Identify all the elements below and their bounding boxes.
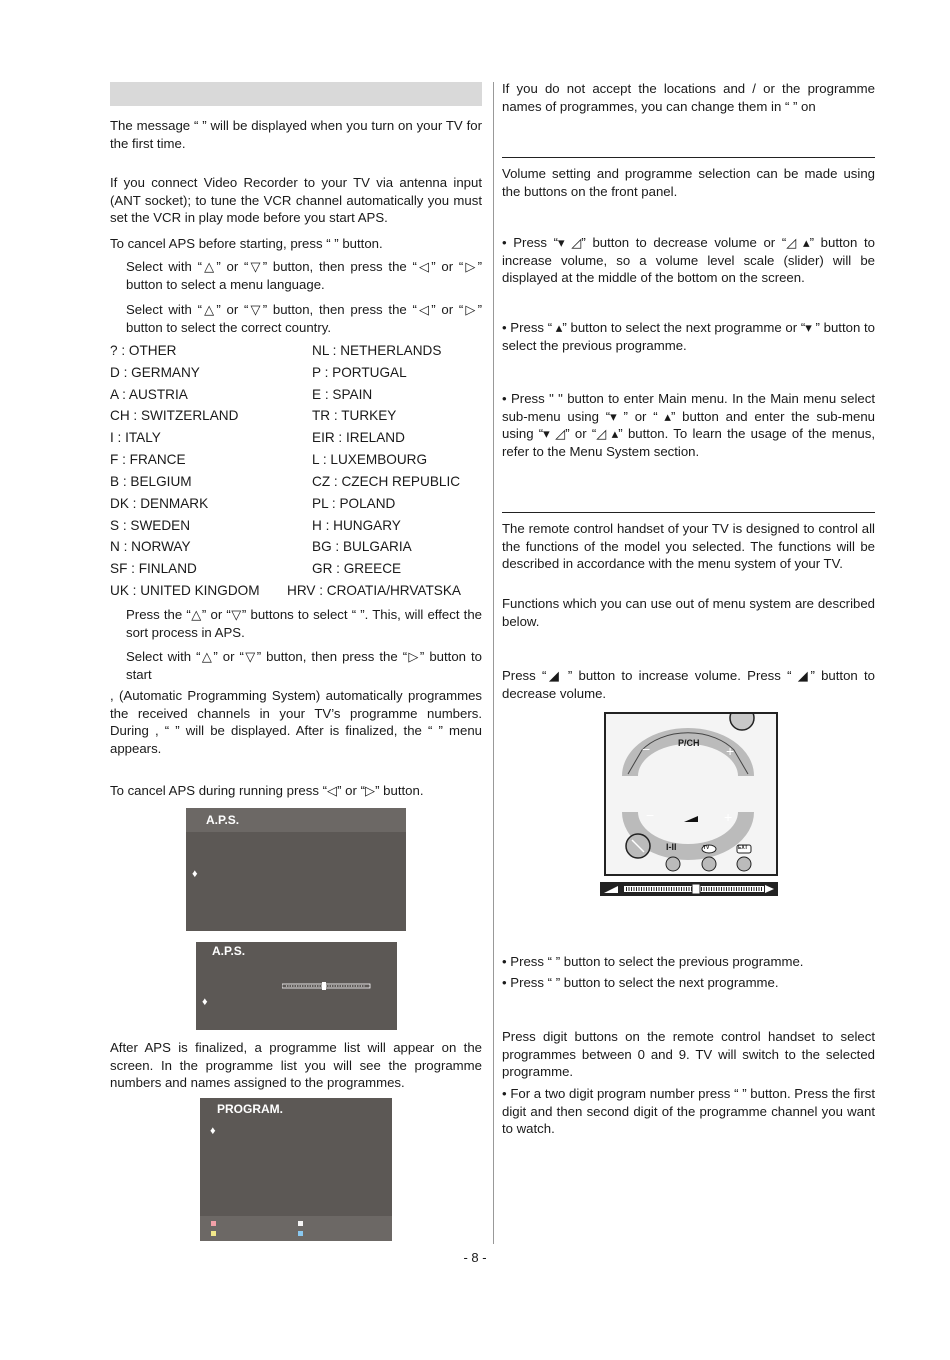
aps-description-paragraph: , (Automatic Programming System) automatically programmes the received channels in your TV’s programme numbers. During , “ ” will be displayed. After is finalized, the “ ” menu appears. — [110, 688, 482, 756]
section-header-bar — [110, 82, 482, 106]
ext-button-label: EXT — [738, 845, 748, 851]
country-item: PL : POLAND — [312, 496, 396, 511]
aps-menu-title: A.P.S. — [186, 808, 406, 832]
section-rule — [502, 157, 875, 158]
front-panel-paragraph: Volume setting and programme selection can be made using the buttons on the front panel. — [502, 166, 875, 199]
country-item: CZ : CZECH REPUBLIC — [312, 474, 461, 489]
previous-programme-paragraph: • Press “ ” button to select the previous programme. — [502, 954, 804, 969]
white-key-icon — [298, 1221, 303, 1226]
tv-button-label: TV — [703, 845, 710, 851]
country-item: CH : SWITZERLAND — [110, 408, 239, 423]
diamond-cursor-icon: ♦ — [192, 868, 198, 880]
country-item: F : FRANCE — [110, 452, 186, 467]
country-item: EIR : IRELAND — [312, 430, 405, 445]
remote-control-diagram — [604, 712, 778, 876]
cancel-aps-paragraph: To cancel APS before starting, press “ ” button. — [110, 236, 383, 251]
vcr-note-paragraph: If you connect Video Recorder to your TV via antenna input (ANT socket); to tune the VCR channel automatically you must set the VCR in play mode before you start APS. — [110, 175, 482, 225]
functions-paragraph: Functions which you can use out of menu system are described below. — [502, 596, 875, 629]
aps-menu-screen — [186, 808, 406, 931]
aps-progress-title: A.P.S. — [196, 942, 397, 960]
country-item: UK : UNITED KINGDOM — [110, 583, 260, 598]
country-item: GR : GREECE — [312, 561, 402, 576]
country-item: S : SWEDEN — [110, 518, 191, 533]
svg-text:+: + — [724, 809, 733, 825]
country-item: L : LUXEMBOURG — [312, 452, 428, 467]
country-item: I : ITALY — [110, 430, 161, 445]
next-programme-paragraph: • Press “ ” button to select the next programme. — [502, 975, 779, 990]
country-item: DK : DENMARK — [110, 496, 209, 511]
country-item: HRV : CROATIA/HRVATSKA — [287, 583, 461, 598]
remote-control-paragraph: The remote control handset of your TV is designed to control all the functions of the model you selected. The functions will be described in accordance with the menu system of your TV. — [502, 521, 875, 571]
change-locations-paragraph: If you do not accept the locations and / or the programme names of programmes, you can change them in “ ” on — [502, 81, 875, 114]
start-aps-paragraph: Select with “△” or “▽” button, then press the “▷” button to start — [126, 649, 482, 682]
select-country-paragraph: Select with “△” or “▽” button, then press the “◁” or “▷” button to select the correct country. — [126, 302, 482, 335]
cancel-aps-running-paragraph: To cancel APS during running press “◁” or “▷” button. — [110, 783, 424, 798]
program-list-title: PROGRAM. — [200, 1098, 392, 1120]
programme-buttons-paragraph: • Press “ ▴” button to select the next programme or “▾ ” button to select the previous programme. — [502, 320, 875, 353]
page-number: - 8 - — [463, 1250, 487, 1265]
country-item: B : BELGIUM — [110, 474, 192, 489]
svg-text:−: − — [642, 741, 651, 757]
section-rule — [502, 512, 875, 513]
sort-paragraph: Press the “△” or “▽” buttons to select “ ”. This, will effect the sort process in APS. — [126, 607, 482, 640]
program-list-footer — [200, 1216, 392, 1241]
aps-progress-slider-icon — [282, 982, 372, 990]
svg-text:−: − — [646, 807, 655, 823]
aps-progress-screen — [196, 942, 397, 1030]
blue-key-icon — [298, 1231, 303, 1236]
yellow-key-icon — [211, 1231, 216, 1236]
digit-buttons-paragraph: Press digit buttons on the remote control handset to select programmes between 0 and 9. TV will switch to the selected programme. — [502, 1029, 875, 1079]
country-item: BG : BULGARIA — [312, 539, 412, 554]
diamond-cursor-icon: ♦ — [202, 996, 208, 1008]
country-item: ? : OTHER — [110, 343, 177, 358]
remote-volume-paragraph: Press “◢ ” button to increase volume. Press “ ◢” button to decrease volume. — [502, 668, 875, 701]
programme-list-paragraph: After APS is finalized, a programme list will appear on the screen. In the programme list you will see the programme numbers and names assigned to the programmes. — [110, 1040, 482, 1090]
select-language-paragraph: Select with “△” or “▽” button, then press the “◁” or “▷” button to select a menu language. — [126, 259, 482, 292]
country-item: D : GERMANY — [110, 365, 200, 380]
program-list-screen — [200, 1098, 392, 1241]
diamond-cursor-icon: ♦ — [210, 1125, 216, 1137]
svg-text:+: + — [726, 743, 735, 759]
country-item: H : HUNGARY — [312, 518, 401, 533]
column-divider — [493, 82, 494, 1244]
i-ii-button-label: I-II — [666, 842, 677, 852]
country-item: N : NORWAY — [110, 539, 191, 554]
country-item: A : AUSTRIA — [110, 387, 188, 402]
volume-buttons-paragraph: • Press “▾ ◿” button to decrease volume or “◿ ▴” button to increase volume, so a volume level scale (slider) will be displayed at the middle of the bottom on the screen. — [502, 235, 875, 285]
country-item: SF : FINLAND — [110, 561, 197, 576]
volume-slider-icon — [600, 882, 778, 896]
country-item: E : SPAIN — [312, 387, 373, 402]
pch-label: P/CH — [678, 738, 700, 748]
two-digit-paragraph: • For a two digit program number press “ ” button. Press the first digit and then second digit of the programme channel you want to watch. — [502, 1086, 875, 1136]
country-item: NL : NETHERLANDS — [312, 343, 442, 358]
country-item: P : PORTUGAL — [312, 365, 407, 380]
main-menu-paragraph: • Press " " button to enter Main menu. In the Main menu select sub-menu using “▾ ” or “ ▴” button and enter the sub-menu using “▾ ◿” or “◿ ▴” button. To learn the usage of the menus, refer to the Menu System section. — [502, 391, 875, 459]
red-key-icon — [211, 1221, 216, 1226]
first-time-message-paragraph: The message “ ” will be displayed when you turn on your TV for the first time. — [110, 118, 482, 151]
country-item: TR : TURKEY — [312, 408, 397, 423]
